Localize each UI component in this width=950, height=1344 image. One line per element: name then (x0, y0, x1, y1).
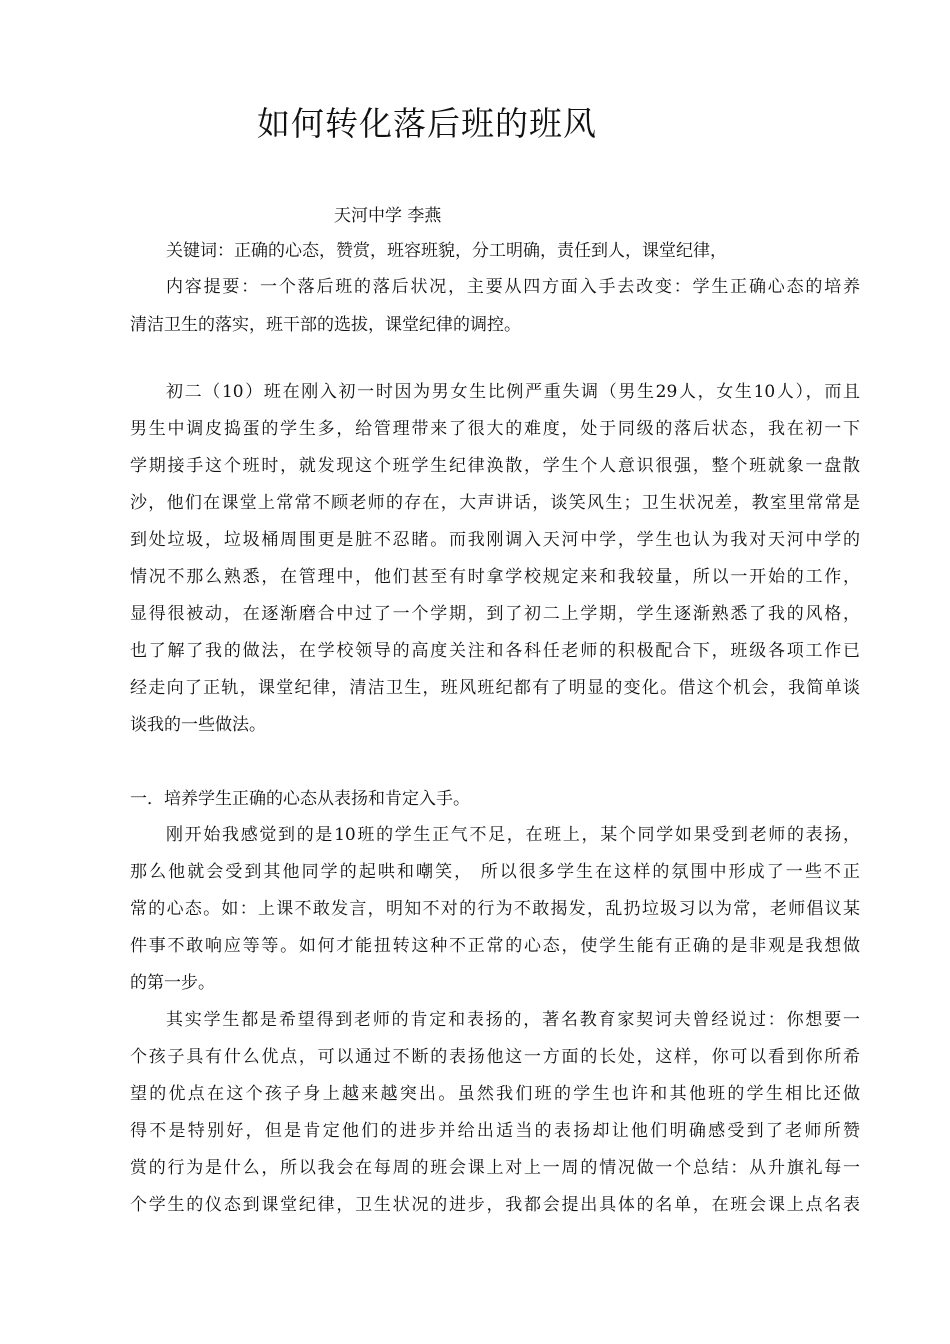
section-paragraph-line: 的第一步。 (130, 973, 215, 993)
intro-line: 显得很被动，在逐渐磨合中过了一个学期，到了初二上学期，学生逐渐熟悉了我的风格， (130, 604, 860, 624)
section-paragraph-line: 其实学生都是希望得到老师的肯定和表扬的，著名教育家契诃夫曾经说过：你想要一 (166, 1010, 860, 1030)
section-paragraph-line: 个孩子具有什么优点，可以通过不断的表扬他这一方面的长处，这样，你可以看到你所希 (130, 1047, 860, 1067)
section-paragraph-line: 件事不敢响应等等。如何才能扭转这种不正常的心态，使学生能有正确的是非观是我想做 (130, 936, 860, 956)
intro-line: 经走向了正轨，课堂纪律，清洁卫生，班风班纪都有了明显的变化。借这个机会，我简单谈 (130, 678, 860, 698)
abstract-line: 清洁卫生的落实，班干部的选拔，课堂纪律的调控。 (130, 315, 521, 335)
intro-line: 也了解了我的做法，在学校领导的高度关注和各科任老师的积极配合下，班级各项工作已 (130, 641, 860, 661)
intro-line: 学期接手这个班时，就发现这个班学生纪律涣散，学生个人意识很强，整个班就象一盘散 (130, 456, 860, 476)
intro-line: 谈我的一些做法。 (130, 715, 266, 735)
section-paragraph-line: 刚开始我感觉到的是10班的学生正气不足，在班上，某个同学如果受到老师的表扬， (166, 825, 860, 845)
document-title: 如何转化落后班的班风 (257, 104, 597, 143)
section-paragraph-line: 得不是特别好，但是肯定他们的进步并给出适当的表扬却让他们明确感受到了老师所赞 (130, 1121, 860, 1141)
section-paragraph-line: 赏的行为是什么，所以我会在每周的班会课上对上一周的情况做一个总结：从升旗礼每一 (130, 1158, 860, 1178)
author-line: 天河中学 李燕 (334, 206, 442, 226)
intro-line: 沙，他们在课堂上常常不顾老师的存在，大声讲话，谈笑风生；卫生状况差，教室里常常是 (130, 493, 860, 513)
intro-line: 到处垃圾，垃圾桶周围更是脏不忍睹。而我刚调入天河中学，学生也认为我对天河中学的 (130, 530, 860, 550)
abstract-line: 内容提要：一个落后班的落后状况，主要从四方面入手去改变：学生正确心态的培养 (166, 277, 860, 297)
keywords-line: 关键词：正确的心态，赞赏，班容班貌，分工明确，责任到人，课堂纪律， (166, 241, 727, 261)
section-paragraph-line: 个学生的仪态到课堂纪律，卫生状况的进步，我都会提出具体的名单，在班会课上点名表 (130, 1195, 860, 1215)
intro-line: 情况不那么熟悉，在管理中，他们甚至有时拿学校规定来和我较量，所以一开始的工作， (130, 567, 860, 587)
section-paragraph-line: 那么他就会受到其他同学的起哄和嘲笑， 所以很多学生在这样的氛围中形成了一些不正 (130, 862, 860, 882)
section-paragraph-line: 望的优点在这个孩子身上越来越突出。虽然我们班的学生也许和其他班的学生相比还做 (130, 1084, 860, 1104)
section-heading: 一．培养学生正确的心态从表扬和肯定入手。 (130, 789, 470, 809)
section-paragraph-line: 常的心态。如：上课不敢发言，明知不对的行为不敢揭发，乱扔垃圾习以为常，老师倡议某 (130, 899, 860, 919)
intro-line: 男生中调皮捣蛋的学生多，给管理带来了很大的难度，处于同级的落后状态，我在初一下 (130, 419, 860, 439)
intro-line: 初二（10）班在刚入初一时因为男女生比例严重失调（男生29人，女生10人），而且 (166, 382, 860, 402)
